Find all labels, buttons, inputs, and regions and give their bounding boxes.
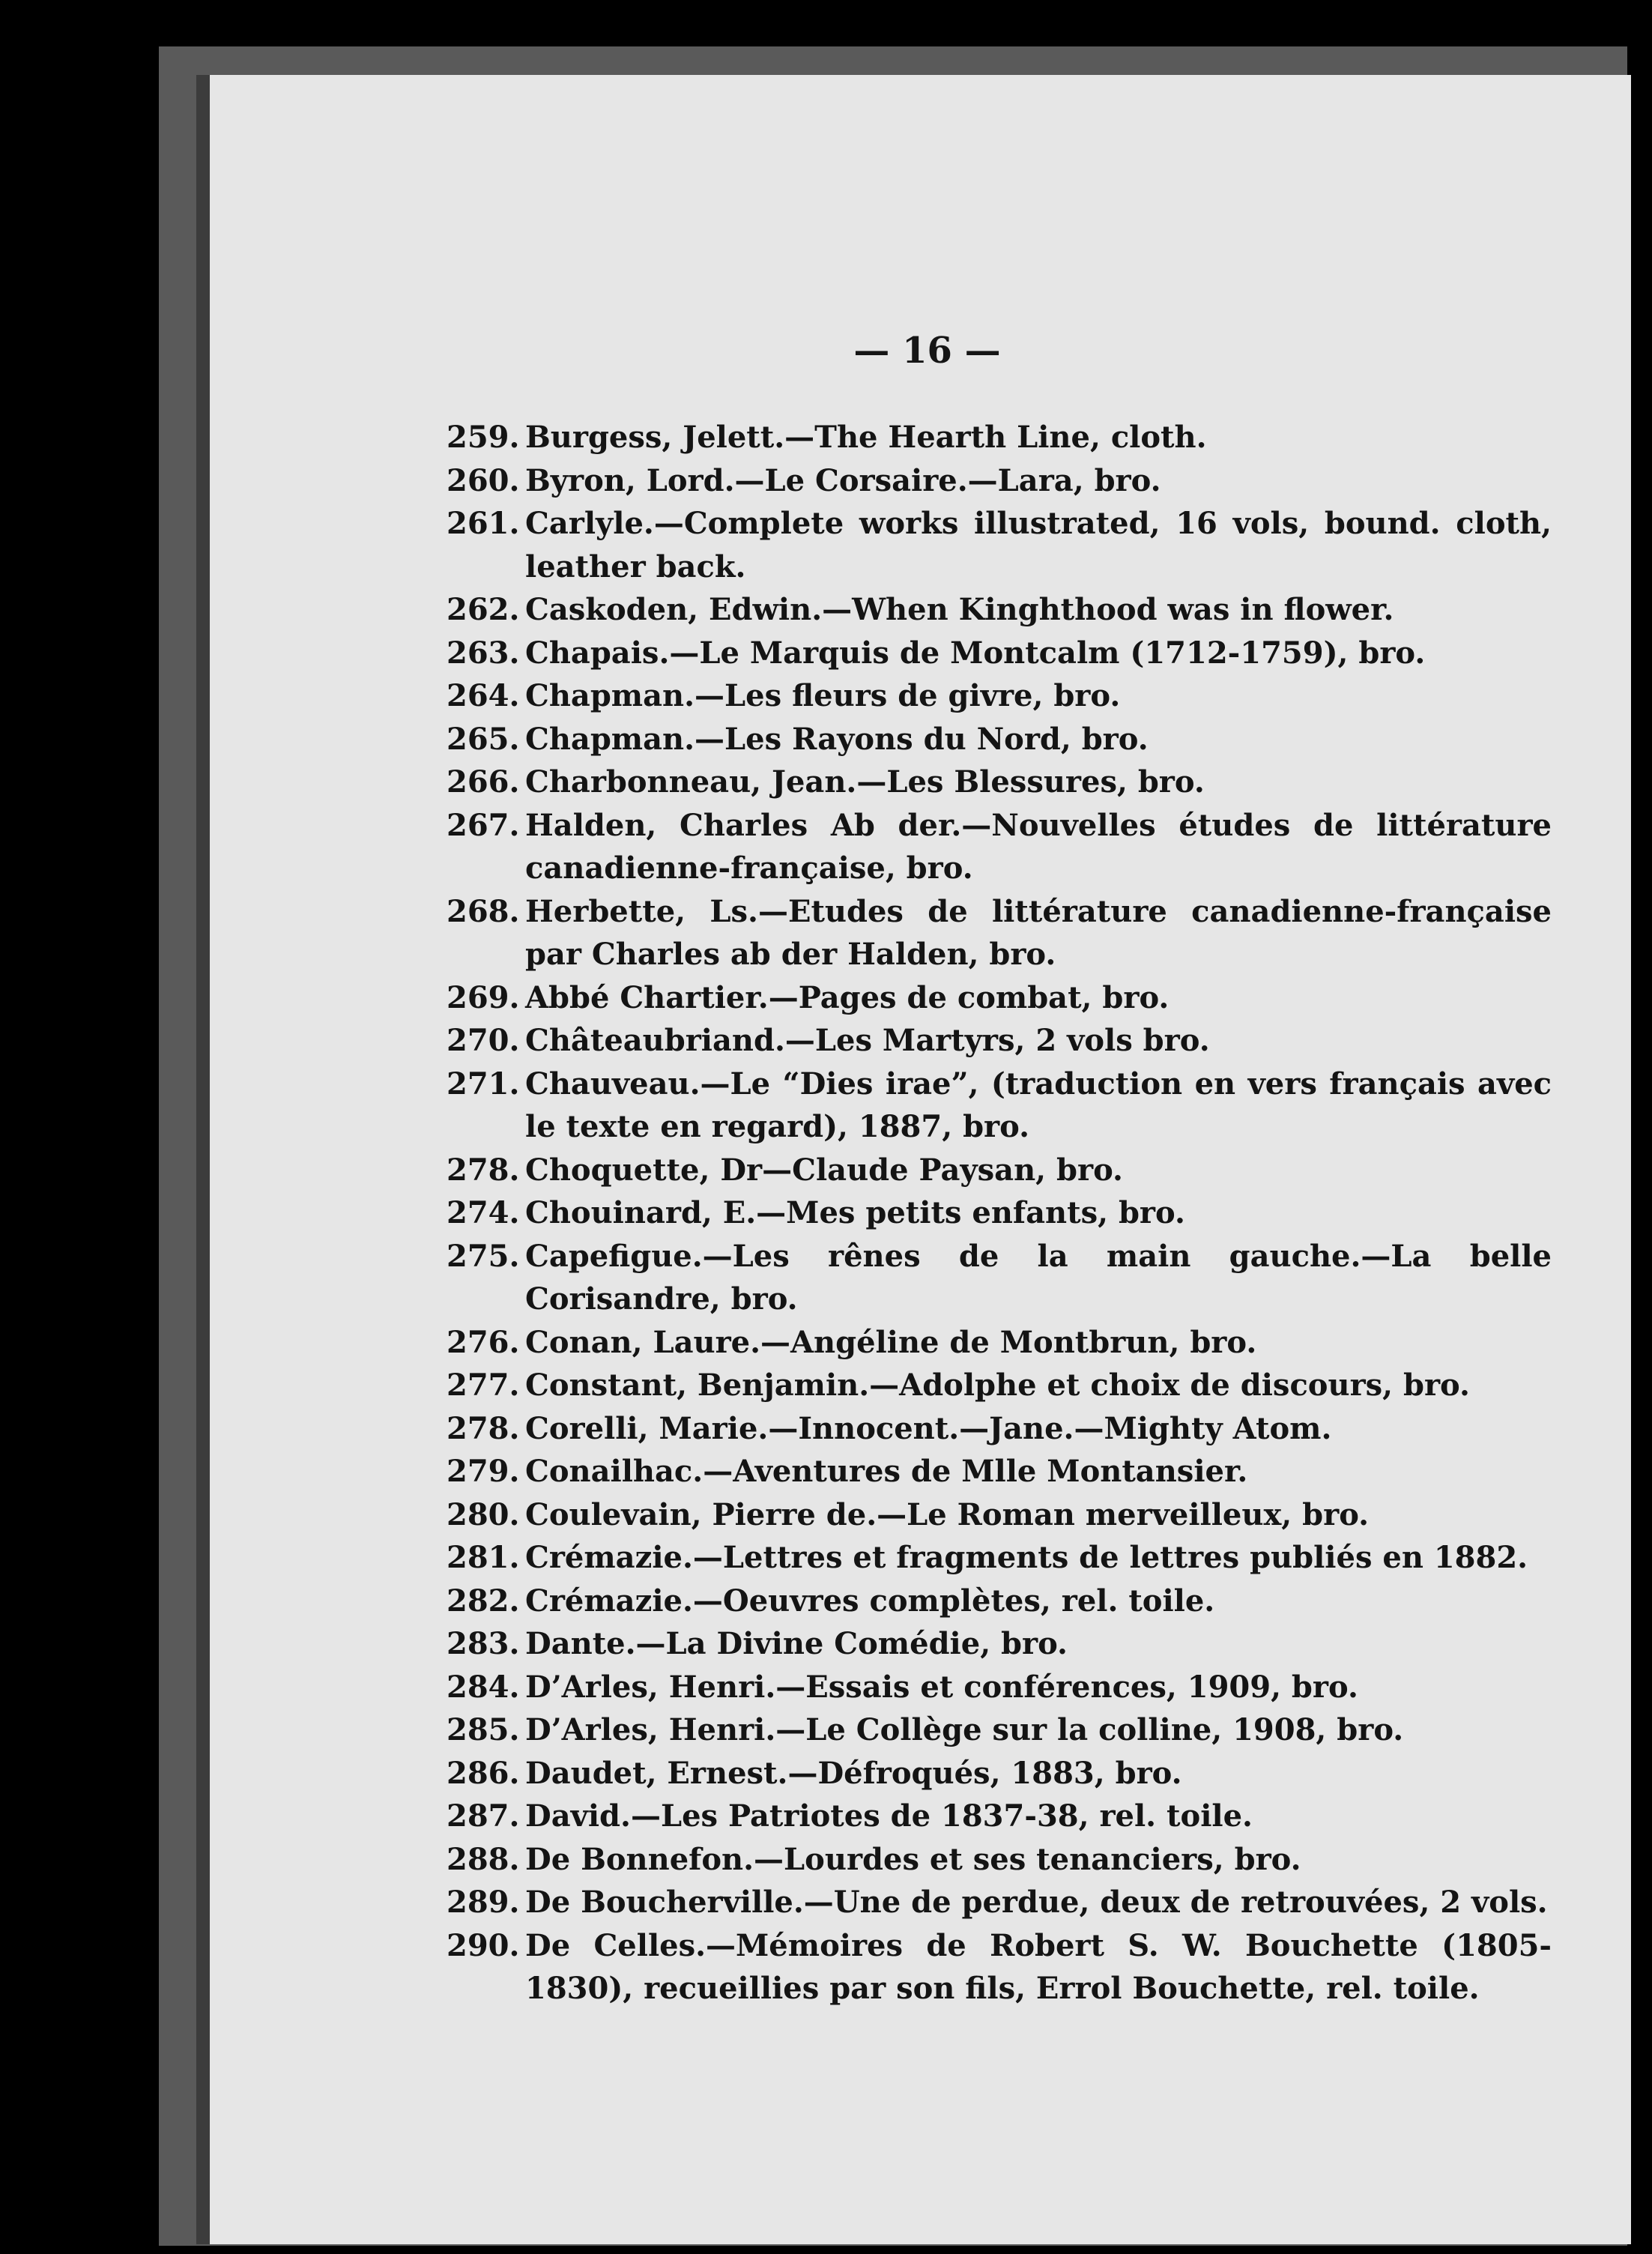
catalog-entry bbox=[447, 416, 1552, 459]
entry-text: Daudet, Ernest.—Défroqués, 1883, bro. bbox=[525, 1755, 1182, 1791]
entry-number: 278. bbox=[447, 1410, 520, 1446]
entry-text: Conan, Laure.—Angéline de Montbrun, bro. bbox=[525, 1324, 1257, 1360]
entry-number: 265. bbox=[447, 721, 520, 757]
entry-number: 279. bbox=[447, 1454, 520, 1489]
entry-text: Chapman.—Les fleurs de givre, bro. bbox=[525, 678, 1121, 713]
entry-number: 266. bbox=[447, 764, 520, 800]
entry-number: 270. bbox=[447, 1023, 520, 1058]
page-number: — 16 — bbox=[853, 330, 1001, 372]
entry-text: Caskoden, Edwin.—When Kinghthood was in flower. bbox=[525, 592, 1394, 627]
entry-number: 278. bbox=[447, 1152, 520, 1188]
entry-text: Halden, Charles Ab der.—Nouvelles études de littérature canadienne-française, bro. bbox=[525, 807, 1552, 886]
entry-number: 268. bbox=[447, 893, 520, 929]
catalog-page bbox=[196, 75, 1631, 2244]
catalog-entry bbox=[447, 588, 1552, 632]
entry-text: Charbonneau, Jean.—Les Blessures, bro. bbox=[525, 764, 1205, 800]
entry-number: 277. bbox=[447, 1368, 520, 1403]
entry-number: 287. bbox=[447, 1798, 520, 1834]
entry-number: 259. bbox=[447, 420, 520, 455]
catalog-entry bbox=[447, 1622, 1552, 1666]
catalog-entry bbox=[447, 1235, 1552, 1321]
catalog-entry bbox=[447, 1149, 1552, 1192]
catalog-entry bbox=[447, 1493, 1552, 1537]
entry-text: Corelli, Marie.—Innocent.—Jane.—Mighty Atom. bbox=[525, 1410, 1332, 1446]
catalog-entry bbox=[447, 459, 1552, 503]
entry-number: 269. bbox=[447, 979, 520, 1015]
entry-text: Capefigue.—Les rênes de la main gauche.—La belle Corisandre, bro. bbox=[525, 1238, 1552, 1317]
entry-text: De Boucherville.—Une de perdue, deux de retrouvées, 2 vols. bbox=[525, 1885, 1548, 1920]
entry-number: 281. bbox=[447, 1540, 520, 1575]
entry-number: 260. bbox=[447, 462, 520, 498]
catalog-entry bbox=[447, 1881, 1552, 1924]
entry-number: 275. bbox=[447, 1238, 520, 1274]
entry-text: Constant, Benjamin.—Adolphe et choix de discours, bro. bbox=[525, 1368, 1470, 1403]
catalog-entry bbox=[447, 1063, 1552, 1149]
catalog-entry bbox=[447, 1666, 1552, 1709]
entry-text: Chapais.—Le Marquis de Montcalm (1712-1759), bro. bbox=[525, 635, 1426, 671]
catalog-entry bbox=[447, 1580, 1552, 1623]
catalog-entry bbox=[447, 1321, 1552, 1365]
entry-text: De Bonnefon.—Lourdes et ses tenanciers, bro. bbox=[525, 1841, 1301, 1877]
entry-text: D’Arles, Henri.—Le Collège sur la colline, 1908, bro. bbox=[525, 1712, 1404, 1747]
catalog-entry-list bbox=[447, 416, 1552, 2010]
entry-text: Herbette, Ls.—Etudes de littérature canadienne-française par Charles ab der Halden, bro. bbox=[525, 893, 1552, 972]
entry-number: 276. bbox=[447, 1324, 520, 1360]
entry-number: 263. bbox=[447, 635, 520, 671]
catalog-entry bbox=[447, 761, 1552, 804]
catalog-entry bbox=[447, 890, 1552, 976]
catalog-entry bbox=[447, 718, 1552, 761]
entry-number: 262. bbox=[447, 592, 520, 627]
entry-number: 286. bbox=[447, 1755, 520, 1791]
entry-text: Byron, Lord.—Le Corsaire.—Lara, bro. bbox=[525, 462, 1161, 498]
catalog-entry bbox=[447, 1407, 1552, 1451]
catalog-entry bbox=[447, 502, 1552, 588]
entry-text: Crémazie.—Lettres et fragments de lettres publiés en 1882. bbox=[525, 1540, 1528, 1575]
catalog-entry bbox=[447, 1536, 1552, 1580]
entry-text: Choquette, Dr—Claude Paysan, bro. bbox=[525, 1152, 1123, 1188]
entry-number: 283. bbox=[447, 1626, 520, 1661]
entry-number: 274. bbox=[447, 1195, 520, 1230]
entry-number: 289. bbox=[447, 1885, 520, 1920]
catalog-entry bbox=[447, 1191, 1552, 1235]
entry-text: Chauveau.—Le “Dies irae”, (traduction en vers français avec le texte en regard), 1887, bro. bbox=[525, 1066, 1552, 1144]
entry-text: D’Arles, Henri.—Essais et conférences, 1909, bro. bbox=[525, 1669, 1358, 1705]
entry-number: 284. bbox=[447, 1669, 520, 1705]
entry-text: David.—Les Patriotes de 1837-38, rel. toile. bbox=[525, 1798, 1253, 1834]
catalog-entry bbox=[447, 1838, 1552, 1882]
catalog-entry bbox=[447, 674, 1552, 718]
catalog-entry bbox=[447, 1450, 1552, 1493]
entry-number: 290. bbox=[447, 1927, 520, 1963]
entry-number: 285. bbox=[447, 1712, 520, 1747]
entry-number: 288. bbox=[447, 1841, 520, 1877]
catalog-entry bbox=[447, 1924, 1552, 2010]
entry-text: De Celles.—Mémoires de Robert S. W. Bouchette (1805-1830), recueillies par son fils, Errol Bouchette, rel. toile. bbox=[525, 1927, 1552, 2006]
catalog-entry bbox=[447, 976, 1552, 1020]
entry-text: Chouinard, E.—Mes petits enfants, bro. bbox=[525, 1195, 1185, 1230]
entry-text: Abbé Chartier.—Pages de combat, bro. bbox=[525, 979, 1170, 1015]
entry-text: Crémazie.—Oeuvres complètes, rel. toile. bbox=[525, 1583, 1215, 1619]
entry-text: Châteaubriand.—Les Martyrs, 2 vols bro. bbox=[525, 1023, 1210, 1058]
catalog-entry bbox=[447, 1795, 1552, 1838]
catalog-entry bbox=[447, 1019, 1552, 1063]
entry-text: Dante.—La Divine Comédie, bro. bbox=[525, 1626, 1068, 1661]
catalog-entry bbox=[447, 1364, 1552, 1407]
entry-text: Chapman.—Les Rayons du Nord, bro. bbox=[525, 721, 1149, 757]
entry-number: 271. bbox=[447, 1066, 520, 1102]
entry-number: 267. bbox=[447, 807, 520, 843]
entry-text: Conailhac.—Aventures de Mlle Montansier. bbox=[525, 1454, 1248, 1489]
catalog-entry bbox=[447, 632, 1552, 675]
entry-number: 280. bbox=[447, 1496, 520, 1532]
catalog-entry bbox=[447, 804, 1552, 890]
entry-number: 282. bbox=[447, 1583, 520, 1619]
entry-text: Coulevain, Pierre de.—Le Roman merveilleux, bro. bbox=[525, 1496, 1370, 1532]
catalog-entry bbox=[447, 1708, 1552, 1752]
catalog-entry bbox=[447, 1752, 1552, 1795]
entry-text: Carlyle.—Complete works illustrated, 16 vols, bound. cloth, leather back. bbox=[525, 506, 1552, 584]
entry-text: Burgess, Jelett.—The Hearth Line, cloth. bbox=[525, 420, 1207, 455]
entry-number: 264. bbox=[447, 678, 520, 713]
entry-number: 261. bbox=[447, 506, 520, 541]
